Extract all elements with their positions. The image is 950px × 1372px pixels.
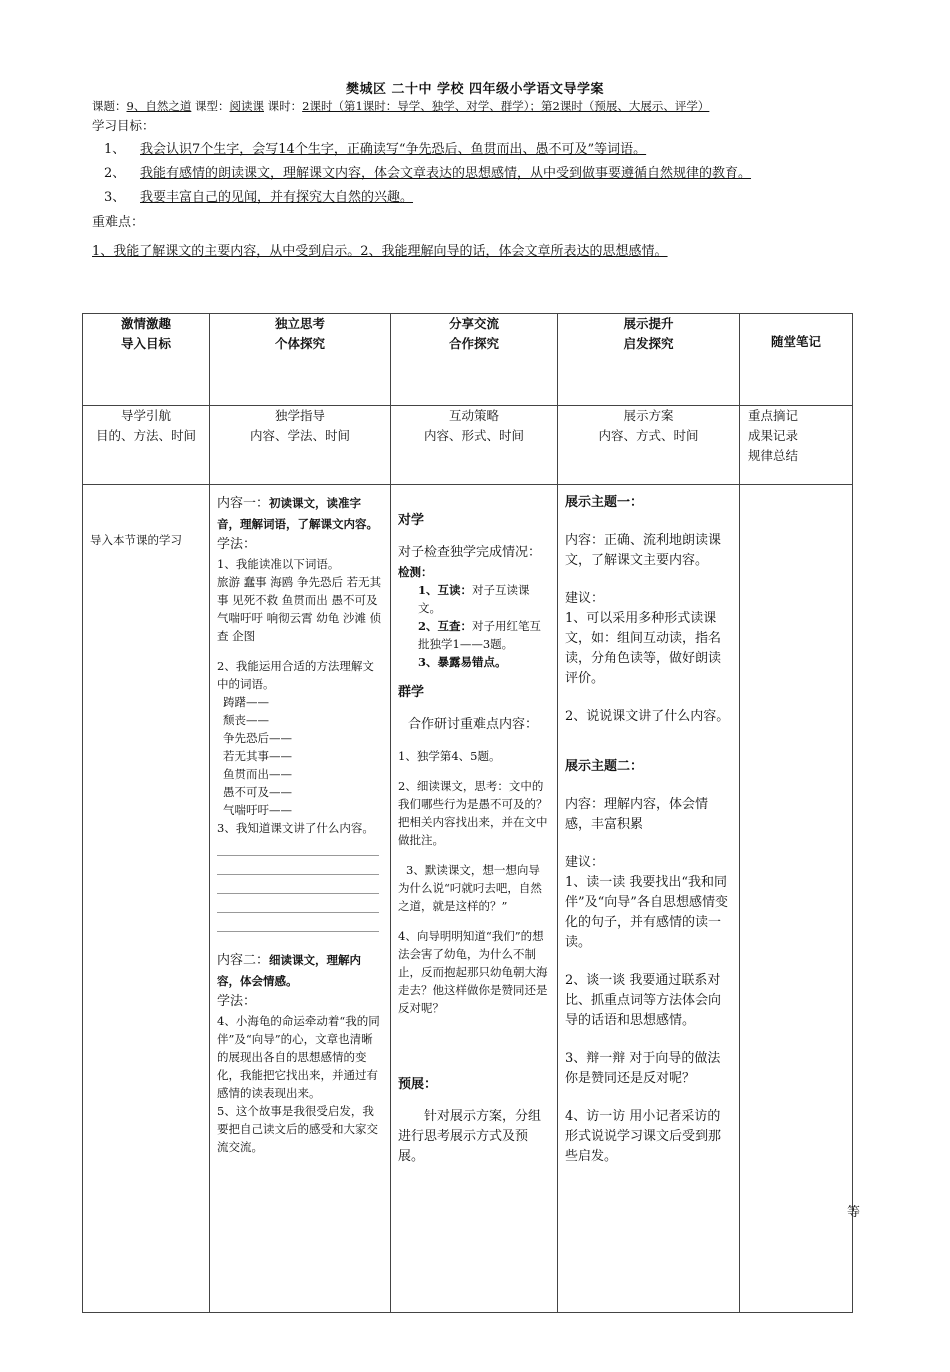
content1-label: 内容一： bbox=[217, 496, 270, 511]
goal-text: 我要丰富自己的见闻，并有探究大自然的兴趣。 bbox=[140, 190, 414, 205]
theme1-suggestion-label: 建议： bbox=[565, 591, 605, 606]
goal-item bbox=[104, 138, 646, 157]
goal-number: 2、 bbox=[104, 166, 126, 181]
group-item-3: 3、默读课文，想一想向导为什么说“叼就叼去吧，自然之道，就是这样的？” bbox=[398, 863, 542, 913]
intro-cell bbox=[83, 485, 210, 1313]
table-header-row bbox=[83, 314, 853, 406]
subheader-cell: 重点摘记 成果记录 规律总结 bbox=[740, 406, 853, 485]
theme1-suggestion-1: 1、可以采用多种形式读课文，如：组间互动读，指名读，分角色读等，做好朗读评价。 bbox=[565, 611, 722, 686]
presentation-cell bbox=[558, 485, 740, 1313]
word-item: 气喘吁吁—— bbox=[223, 803, 292, 817]
answer-line[interactable] bbox=[217, 894, 379, 913]
answer-line[interactable] bbox=[217, 856, 379, 875]
pair-study-heading: 对学 bbox=[398, 513, 425, 528]
word-item: 颓丧—— bbox=[223, 713, 269, 727]
theme2-suggestion-4: 4、访一访 用小记者采访的形式说说学习课文后受到那些启发。 bbox=[565, 1109, 722, 1164]
header-cell: 激情激趣 导入目标 bbox=[83, 314, 210, 406]
goal-text: 我会认识7个生字，会写14个生字，正确读写“争先恐后、鱼贯而出、愚不可及”等词语。 bbox=[140, 142, 647, 157]
theme2-suggestion-label: 建议： bbox=[565, 855, 605, 870]
mutual-check-text: 对子用红笔互批独学1——3题。 bbox=[418, 619, 542, 651]
notes-extra: 等 bbox=[846, 1205, 860, 1220]
error-points: 3、暴露易错点。 bbox=[418, 655, 507, 669]
group-item-2: 2、细读课文，思考：文中的我们哪些行为是愚不可及的？把相关内容找出来，并在文中做批注。 bbox=[398, 779, 548, 847]
header-cell: 独立思考 个体探究 bbox=[210, 314, 391, 406]
goal-number: 3、 bbox=[104, 190, 126, 205]
type-label: 课型： bbox=[194, 99, 230, 113]
goal-item bbox=[104, 162, 751, 181]
theme2-heading: 展示主题二： bbox=[565, 759, 644, 774]
hours-label: 课时： bbox=[267, 99, 303, 113]
check-label: 检测： bbox=[398, 565, 433, 579]
subheader-cell: 展示方案 内容、方式、时间 bbox=[558, 406, 740, 485]
item-1: 1、我能读准以下词语。 bbox=[217, 557, 340, 571]
method-label: 学法： bbox=[217, 994, 257, 1009]
goal-item bbox=[104, 186, 413, 205]
theme2-suggestion-1: 1、读一读 我要找出“我和同伴”及“向导”各自思想感情变化的句子，并有感情的读一读。 bbox=[565, 875, 728, 950]
answer-line[interactable] bbox=[217, 913, 379, 932]
header-cell: 分享交流 合作探究 bbox=[391, 314, 558, 406]
topic-value: 9、自然之道 bbox=[126, 99, 192, 113]
group-intro: 合作研讨重难点内容： bbox=[408, 717, 539, 732]
keypoints-label: 重难点： bbox=[92, 215, 145, 230]
item-3: 3、我知道课文讲了什么内容。 bbox=[217, 821, 374, 835]
notes-cell[interactable] bbox=[740, 485, 860, 1313]
keypoints-text: 1、我能了解课文的主要内容，从中受到启示。2、我能理解向导的话，体会文章所表达的思想感情。 bbox=[92, 244, 668, 259]
type-value: 阅读课 bbox=[229, 99, 264, 113]
lesson-meta bbox=[92, 98, 709, 114]
word-item: 若无其事—— bbox=[223, 749, 292, 763]
hours-value: 2课时（第1课时：导学、独学、对学、群学）；第2课时（预展、大展示、评学） bbox=[302, 99, 710, 113]
independent-study-cell bbox=[210, 485, 391, 1313]
pair-check-intro: 对子检查独学完成情况： bbox=[398, 545, 542, 560]
content1-title: 初读课文，读准字音，理解词语，了解课文内容。 bbox=[217, 496, 378, 531]
header-cell: 展示提升 启发探究 bbox=[558, 314, 740, 406]
word-item: 争先恐后—— bbox=[223, 731, 292, 745]
header-cell: 随堂笔记 bbox=[740, 314, 853, 406]
theme2-content: 内容：理解内容，体会情感，丰富积累 bbox=[565, 797, 709, 832]
preview-heading: 预展： bbox=[398, 1077, 438, 1092]
goals-label: 学习目标： bbox=[92, 118, 155, 133]
theme1-suggestion-2: 2、说说课文讲了什么内容。 bbox=[565, 709, 730, 724]
goal-text: 我能有感情的朗读课文，理解课文内容，体会文章表达的思想感情，从中受到做事要遵循自然规律的教育。 bbox=[140, 166, 752, 181]
subheader-cell: 导学引航 目的、方法、时间 bbox=[83, 406, 210, 485]
goal-number: 1、 bbox=[104, 142, 126, 157]
word-item: 愚不可及—— bbox=[223, 785, 292, 799]
topic-label: 课题： bbox=[92, 99, 127, 113]
theme2-suggestion-3: 3、辩一辩 对于向导的做法你是赞同还是反对呢？ bbox=[565, 1051, 721, 1086]
theme2-suggestion-2: 2、谈一谈 我要通过联系对比、抓重点词等方法体会向导的话语和思想感情。 bbox=[565, 973, 722, 1028]
mutual-read-label: 1、互读： bbox=[418, 583, 473, 597]
item-2: 2、我能运用合适的方法理解文中的词语。 bbox=[217, 659, 374, 691]
word-item: 鱼贯而出—— bbox=[223, 767, 292, 781]
group-item-4: 4、向导明明知道“我们”的想法会害了幼龟，为什么不制止，反而抱起那只幼龟朝大海走去？他这样做你是赞同还是反对呢？ bbox=[398, 929, 548, 1015]
theme1-content: 内容：正确、流利地朗读课文，了解课文主要内容。 bbox=[565, 533, 722, 568]
item-4: 4、小海龟的命运牵动着“我的同伴”及“向导”的心，文章也清晰的展现出各自的思想感情的变化，我能把它找出来，并通过有感情的读表现出来。 bbox=[217, 1014, 380, 1100]
content2-title: 细读课文，理解内容，体会情感。 bbox=[217, 953, 362, 988]
preview-text: 针对展示方案，分组进行思考展示方式及预展。 bbox=[398, 1109, 542, 1164]
page-title: 樊城区 二十中 学校 四年级小学语文导学案 bbox=[345, 82, 605, 97]
group-item-1: 1、独学第4、5题。 bbox=[398, 749, 501, 763]
subheader-cell: 独学指导 内容、学法、时间 bbox=[210, 406, 391, 485]
item-5: 5、这个故事是我很受启发，我要把自己读文后的感受和大家交流交流。 bbox=[217, 1104, 378, 1154]
word-item: 踌躇—— bbox=[223, 695, 269, 709]
mutual-check-label: 2、互查： bbox=[418, 619, 473, 633]
guide-table bbox=[82, 313, 860, 1313]
table-body-row bbox=[83, 485, 853, 1313]
answer-line[interactable] bbox=[217, 837, 379, 856]
content2-label: 内容二： bbox=[217, 953, 270, 968]
table-subheader-row bbox=[83, 406, 853, 485]
mutual-read-text: 对子互读课文。 bbox=[418, 583, 530, 615]
answer-line[interactable] bbox=[217, 875, 379, 894]
theme1-heading: 展示主题一： bbox=[565, 495, 644, 510]
method-label: 学法： bbox=[217, 537, 257, 552]
cooperative-study-cell bbox=[391, 485, 558, 1313]
intro-text: 导入本节课的学习 bbox=[90, 533, 182, 547]
word-list: 旅游 蠢事 海鸥 争先恐后 若无其事 见死不救 鱼贯而出 愚不可及 气喘吁吁 响彻云霄 幼龟 沙滩 侦查 企图 bbox=[217, 575, 382, 643]
subheader-cell: 互动策略 内容、形式、时间 bbox=[391, 406, 558, 485]
group-study-heading: 群学 bbox=[398, 685, 425, 700]
